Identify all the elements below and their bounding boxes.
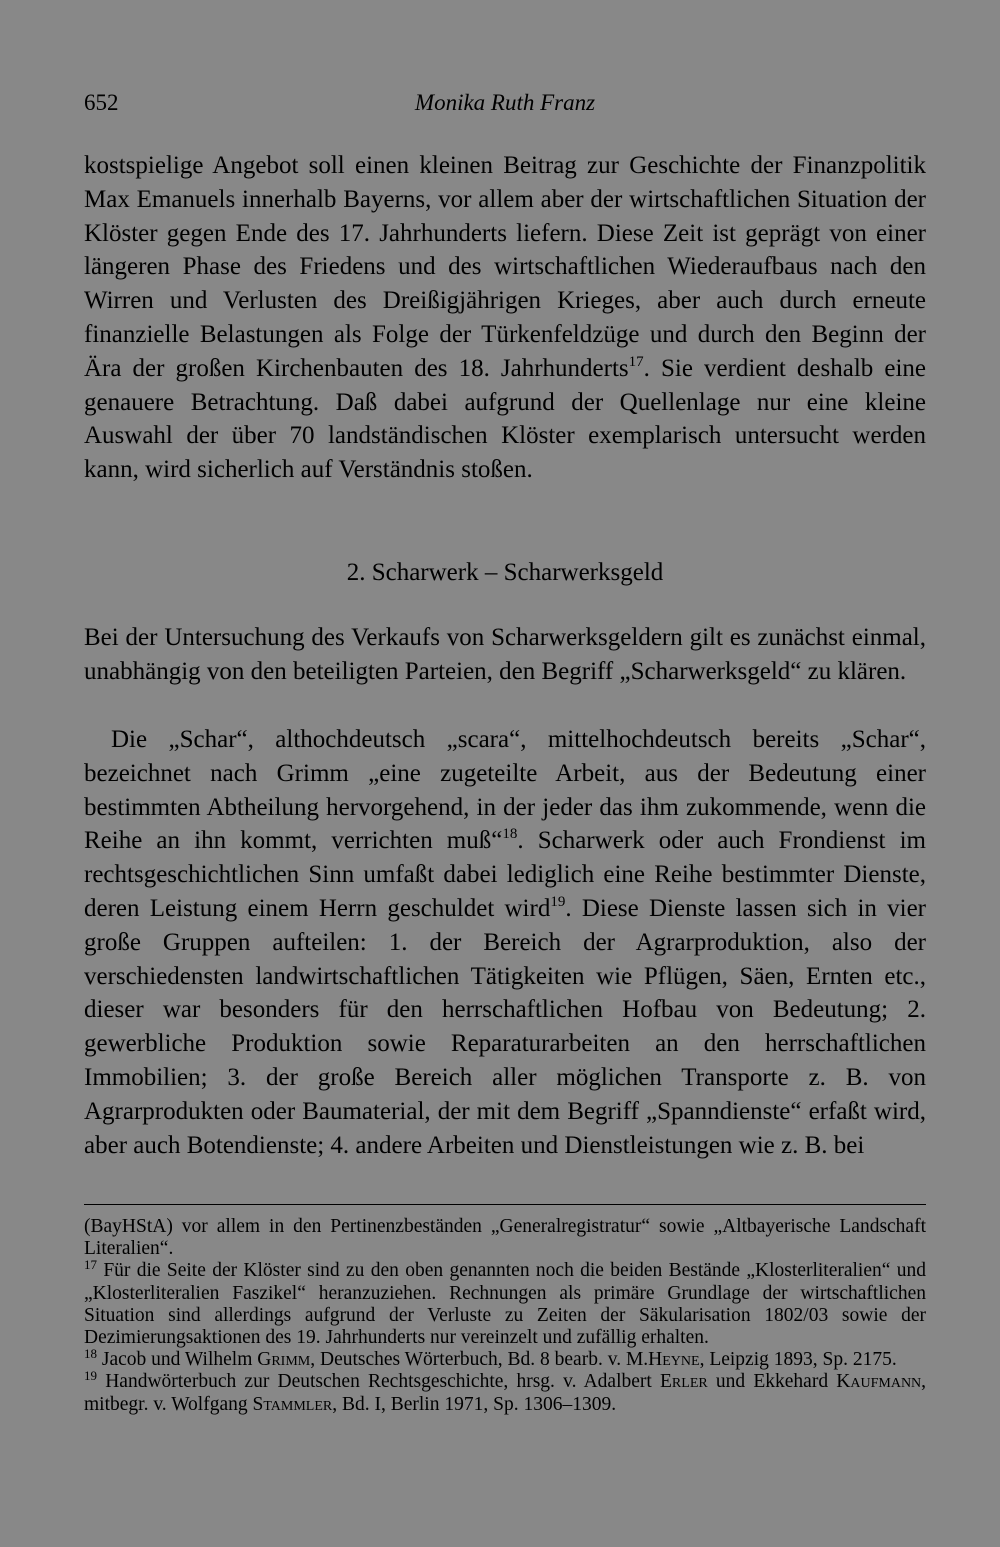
footnote-17 [84,1257,926,1349]
footnote-text: Handwörterbuch zur Deutschen Rechtsgeschichte, hrsg. v. Adalbert [105,1371,652,1393]
footnote-continuation: (BayHStA) vor allem in den Pertinenzbeständen „Generalregistratur“ sowie „Altbayerische Landschaft Literalien“. [84,1216,926,1260]
footnote-ref-17[interactable]: 17 [628,353,644,370]
section-heading: 2. Scharwerk – Scharwerksgeld [346,559,664,586]
footnote-text: Jacob und Wilhelm [101,1349,253,1371]
author-name: Stammler [252,1393,333,1415]
paragraph-text: kostspielige Angebot soll einen kleinen Beitrag zur Geschichte der Finanzpolitik Max Emanuels innerhalb Bayerns, vor allem aber der wirtschaftlichen Situation der Klöster gegen Ende des 17. Jahrhunderts liefern. Diese Zeit ist geprägt von einer längeren Phase des Friedens und des wirtschaftlichen Wiederaufbaus nach den Wirren und Verlusten des Dreißigjährigen Krieges, aber auch durch erneute finanzielle Belastungen als Folge der Türkenfeldzüge und durch den Beginn der Ära der großen Kirchenbauten des 18. Jahrhunderts [84,152,926,382]
footnote-18 [84,1346,926,1371]
footnote-text: , mitbegr. v. Wolfgang [84,1371,927,1415]
page-header [84,88,926,122]
footnote-text: Für die Seite der Klöster sind zu den oben genannten noch die beiden Bestände „Klosterliteralien“ und „Klosterliteralien Faszikel“ heranzuziehen. Rechnungen als primäre Grundlage der wirtschaftlichen Situation sind allerdings aufgrund der Verluste zu Zeiten der Säkularisation 1802/03 sowie der Dezimierungsaktionen des 19. Jahrhunderts nur vereinzelt und zufällig erhalten. [84,1260,926,1349]
footnote-number: 18 [84,1346,97,1362]
body-paragraph-3 [84,723,926,1162]
paragraph-text: . Scharwerk oder auch Frondienst im rechtsgeschichtlichen Sinn umfaßt dabei lediglich eine Reihe bestimmter Dienste, deren Leistung einem Herrn geschuldet wird [84,827,926,922]
running-head: Monika Ruth Franz [414,90,596,115]
author-name: Kaufmann [836,1371,922,1393]
footnote-text: , Leipzig 1893, Sp. 2175. [699,1349,897,1371]
footnote-text: , Bd. I, Berlin 1971, Sp. 1306–1309. [332,1393,617,1415]
author-name: Erler [660,1371,708,1393]
footnote-19 [84,1368,927,1415]
author-name: Grimm [257,1349,311,1371]
footnote-text: , Deutsches Wörterbuch, Bd. 8 bearb. v. M. [310,1349,649,1371]
author-name: Heyne [648,1349,700,1371]
page-number: 652 [84,90,119,115]
paragraph-text: Die „Schar“, althochdeutsch „scara“, mittelhochdeutsch bereits „Schar“, bezeichnet nach Grimm „eine zugeteilte Arbeit, aus der Bedeutung einer bestimmten Abtheilung hervorgehend, in der jeder das ihm zukommende, wenn die Reihe an ihn kommt, verrichten muß“ [84,726,926,855]
footnote-number: 17 [84,1257,97,1273]
footnote-ref-19[interactable]: 19 [550,893,566,910]
footnote-ref-18[interactable]: 18 [502,826,518,843]
footnote-text: und Ekkehard [715,1371,829,1393]
paragraph-text: . Sie verdient deshalb eine genauere Betrachtung. Daß dabei aufgrund der Quellenlage nur eine kleine Auswahl der über 70 landständischen Klöster exemplarisch untersucht werden kann, wird sicherlich auf Verständnis stoßen. [84,354,926,484]
footnotes [84,1216,926,1416]
paragraph-text: . Diese Dienste lassen sich in vier große Gruppen aufteilen: 1. der Bereich der Agrarproduktion, also der verschiedensten landwirtschaftlichen Tätigkeiten wie Pflügen, Säen, Ernten etc., dieser war besonders für den herrschaftlichen Hofbau von Bedeutung; 2. gewerbliche Produktion sowie Reparaturarbeiten an den herrschaftlichen Immobilien; 3. der große Bereich aller möglichen Transporte z. B. von Agrarprodukten oder Baumaterial, der mit dem Begriff „Spanndienste“ erfaßt wird, aber auch Botendienste; 4. andere Arbeiten und Dienstleistungen wie z. B. bei [84,894,927,1159]
body-paragraph-1 [84,149,926,487]
footnote-divider [84,1204,926,1205]
body-paragraph-2: Bei der Untersuchung des Verkaufs von Scharwerksgeldern gilt es zunächst einmal, unabhängig von den beteiligten Parteien, den Begriff „Scharwerksgeld“ zu klären. [84,624,926,685]
footnote-number: 19 [84,1368,97,1384]
